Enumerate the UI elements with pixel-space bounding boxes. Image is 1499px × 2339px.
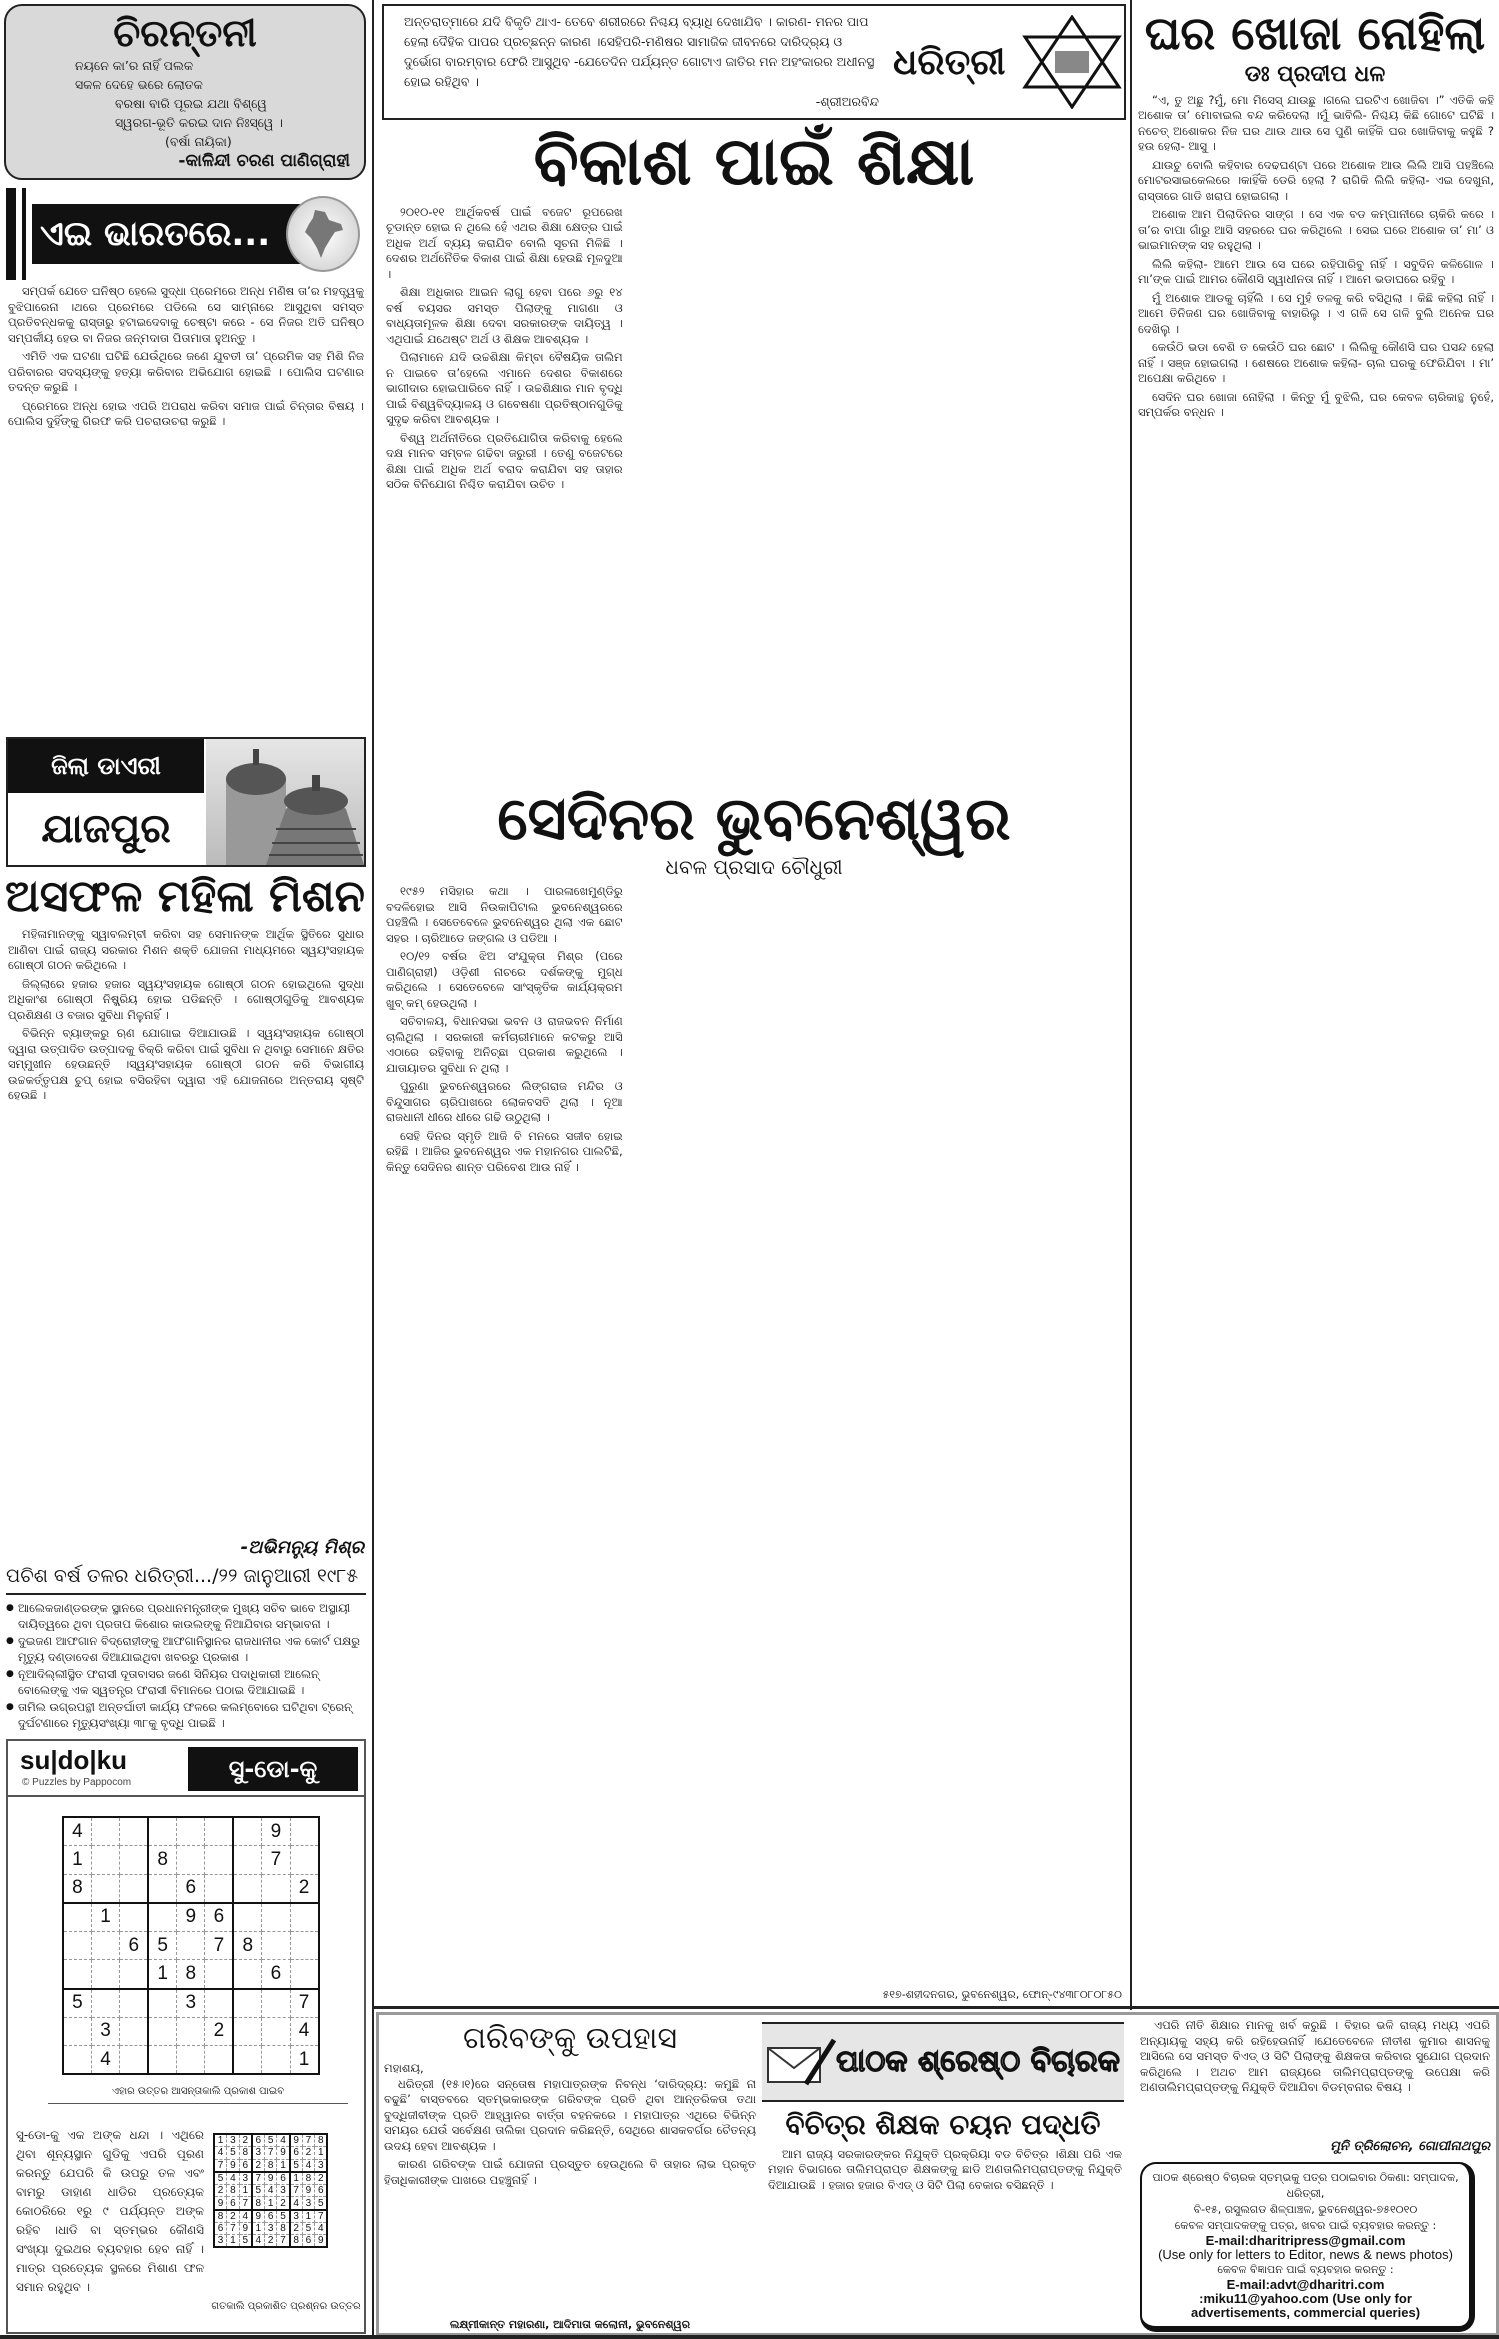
sudoku-cell: 8 bbox=[214, 2210, 227, 2223]
letter1-author: ଲକ୍ଷ୍ମୀକାନ୍ତ ମହାରଣା, ଆଦିମାତା କଲୋନୀ, ଭୁବନେଶ୍ୱର bbox=[449, 2317, 691, 2331]
paragraph: ଧରିତ୍ରୀ (୧୫।୧)ରେ ସନ୍ତୋଷ ମହାପାତ୍ରଙ୍କ ନିବନ୍ଧ ‘ଦାରିଦ୍ର୍ୟ: କମୁଛି ନା ବଢୁଛି’ ବାସ୍ତବରେ ସ୍ତମ୍ଭକାରଙ୍କ ଗରିବଙ୍କ ପ୍ରତି ଥିବା ଆନ୍ତରିକତା ତଥା ବୁଦ୍ଧିଜୀବୀଙ୍କ ପ୍ରତି ଆହ୍ୱାନର ବାର୍ତ୍ତା ବହନକରେ । ମହାପାତ୍ର ଏଥିରେ ବିଭିନ୍ନ ସମୟର ଯେଉଁ ସର୍ବେକ୍ଷଣ ତାଲିକା ପ୍ରଦାନ କରିଛନ୍ତି, ସେଥିରେ ଶାସକବର୍ଗର ଚୈତନ୍ୟ ଉଦୟ ହେବା ଆବଶ୍ୟକ । bbox=[384, 2076, 756, 2153]
column-divider bbox=[1130, 0, 1132, 2010]
sudoku-cell[interactable] bbox=[205, 1874, 233, 1903]
sudoku-cell: 1 bbox=[239, 2184, 252, 2197]
sudoku-cell[interactable] bbox=[148, 1989, 176, 2018]
sudoku-cell: 3 bbox=[315, 2159, 328, 2172]
sudoku-cell: 1 bbox=[290, 2172, 303, 2185]
feature-headline: ସେଦିନର ଭୁବନେଶ୍ୱର bbox=[497, 784, 1011, 854]
sudoku-cell: 6 bbox=[264, 2210, 277, 2223]
story-stack bbox=[1134, 8, 1496, 2002]
letters-author: ମୁନି ତ୍ରିଲୋଚନ, ଗୋପୀନାଥପୁର bbox=[1330, 2139, 1490, 2155]
sudoku-cell: 2 bbox=[205, 2017, 233, 2046]
paragraph: ଏପରି ନୀତି ଶିକ୍ଷାର ମାନକୁ ଖର୍ବ କରୁଛି । ବିହାର ଭଳି ରାଜ୍ୟ ମଧ୍ୟ ଏପରି ଅନ୍ୟାୟକୁ ସହ୍ୟ କରି ରହିହେଉନାହିଁ ।ଯେତେବେଳେ ନୀତୀଶ କୁମାର ଶାସନକୁ ଆସିଲେ ସେ ସମସ୍ତ ବିଏଡ୍ ଓ ସିଟି ପିଲାଙ୍କୁ ଶିକ୍ଷକତା କରିବାର ସୁଯୋଗ ପ୍ରଦାନ କରିଥିଲେ । ଅଥଚ ଆମ ରାଜ୍ୟରେ ତାଲିମପ୍ରାପ୍ତଙ୍କୁ ଉପେକ୍ଷା କରି ଅଣତାଲିମପ୍ରାପ୍ତଙ୍କୁ ନିଯୁକ୍ତି ଦିଆଯିବା ବିଡମ୍ବନାର ବିଷୟ । bbox=[1140, 2018, 1490, 2094]
sudoku-cell: 5 bbox=[264, 2134, 277, 2147]
india-map-icon bbox=[286, 196, 360, 272]
letters-address-box bbox=[1140, 2162, 1475, 2332]
poem-line: ନୟନେ କା’ର ନାହିଁ ପଲକ bbox=[75, 57, 194, 73]
letters-section-stack bbox=[762, 2022, 1124, 2332]
sudoku-cell[interactable] bbox=[120, 1817, 148, 1846]
editor-note: କେବଳ ସମ୍ପାଦକଙ୍କୁ ପତ୍ର, ଖବର ପାଇଁ ବ୍ୟବହାର କରନ୍ତୁ : bbox=[1174, 2219, 1437, 2232]
paragraph: ପ୍ରେମରେ ଅନ୍ଧ ହୋଇ ଏପରି ଅପରାଧ କରିବା ସମାଜ ପାଇଁ ଚିନ୍ତାର ବିଷୟ । ପୋଲିସ ଦୁହିଁଙ୍କୁ ଗିରଫ କରି ପଚରାଉଚରା କରୁଛି । bbox=[8, 398, 364, 428]
editor-email-link[interactable]: E-mail:dharitripress@gmail.com bbox=[1205, 2233, 1406, 2248]
paragraph: ଯାଉଚୁ ବୋଲି କହିବାର ଦେଢଘଣ୍ଟା ପରେ ଅଶୋକ ଆଉ ଲିଲି ଆସି ପହଞ୍ଚିଲେ ମୋଟରସାଇକେଲରେ ।କାହିଁକି ଡେରି ହେଲା ? ରାଗିକି ଲିଲି କହିଲା- ଏଇ ଦେଖୁନା, ରାସ୍ତାରେ ଗାଡି ଖରାପ ହୋଇଗଲା । bbox=[1138, 157, 1494, 203]
sudoku-row bbox=[63, 2017, 319, 2046]
address-line: ବି-୧୫, ରସୁଲଗଡ ଶିଳ୍ପାଞ୍ଚଳ, ଭୁବନେଶ୍ୱର-୭୫୧୦୧୦ bbox=[1193, 2203, 1418, 2216]
sudoku-row bbox=[63, 1903, 319, 1932]
sudoku-cell[interactable] bbox=[290, 1817, 318, 1846]
letter1-headline: ଗରିବଙ୍କୁ ଉପହାସ bbox=[462, 2021, 678, 2056]
sudoku-cell[interactable] bbox=[177, 2046, 205, 2075]
paragraph: ବିଭିନ୍ନ ବ୍ୟାଙ୍କରୁ ଋଣ ଯୋଗାଇ ଦିଆଯାଉଛି । ସ୍ୱୟଂସହାୟକ ଗୋଷ୍ଠୀ ଦ୍ୱାରା ଉତ୍ପାଦିତ ଉତ୍ପାଦକୁ ବିକ୍ରି କରିବା ପାଇଁ ସୁବିଧା ନ ଥିବାରୁ ସେମାନେ କ୍ଷତିର ସମ୍ମୁଖୀନ ହେଉଛନ୍ତି ।ସ୍ୱୟଂସହାୟକ ଗୋଷ୍ଠୀ ଗଠନ କରି ବିଭାଗୀୟ ଉଚ୍ଚକର୍ତ୍ତୃପକ୍ଷ ଚୁପ୍ ହୋଇ ବସିରହିବା ଦ୍ୱାରା ଏହି ଯୋଜନାରେ ଅନ୍ତରାୟ ସୃଷ୍ଟି ହେଉଛି । bbox=[8, 1026, 364, 1103]
sudoku-cell: 7 bbox=[302, 2134, 315, 2147]
sudoku-cell: 7 bbox=[277, 2235, 290, 2248]
sudoku-cell[interactable] bbox=[233, 1817, 261, 1846]
sudoku-cell[interactable] bbox=[120, 1989, 148, 2018]
list-item: ● ଦୁଇଜଣ ଆଫଗାନ ବିଦ୍ରୋହୀଙ୍କୁ ଆଫଗାନିସ୍ଥାନର ରାଜଧାନୀର ଏକ କୋର୍ଟ ପକ୍ଷରୁ ମୃତ୍ୟୁ ଦଣ୍ଡାଦେଶ ଦିଆଯାଇଥିବା ଖବରରୁ ପ୍ରକାଶ । bbox=[6, 1634, 366, 1665]
sudoku-cell: 4 bbox=[252, 2235, 265, 2248]
sudoku-cell: 1 bbox=[315, 2147, 328, 2160]
sudoku-row bbox=[214, 2197, 327, 2210]
sudoku-cell: 1 bbox=[264, 2197, 277, 2210]
letters-body-part2 bbox=[1140, 2018, 1490, 2139]
sudoku-cell: 4 bbox=[290, 2197, 303, 2210]
sudoku-cell: 4 bbox=[302, 2159, 315, 2172]
sudoku-header bbox=[8, 1741, 364, 1797]
sudoku-cell: 8 bbox=[233, 1931, 261, 1960]
sudoku-cell: 7 bbox=[205, 1931, 233, 1960]
sudoku-cell[interactable] bbox=[233, 1989, 261, 2018]
sudoku-cell[interactable] bbox=[262, 1874, 290, 1903]
sudoku-cell: 7 bbox=[252, 2172, 265, 2185]
sudoku-cell: 2 bbox=[315, 2172, 328, 2185]
paragraph: ଜିଲ୍ଲାରେ ହଜାର ହଜାର ସ୍ୱୟଂସହାୟକ ଗୋଷ୍ଠୀ ଗଠନ ହୋଇଥିଲେ ସୁଦ୍ଧା ଅଧିକାଂଶ ଗୋଷ୍ଠୀ ନିଷ୍କ୍ରିୟ ହୋଇ ପଡିଛନ୍ତି । ଗୋଷ୍ଠୀଗୁଡିକୁ ଆବଶ୍ୟକ ପ୍ରଶିକ୍ଷଣ ଓ ବଜାର ସୁବିଧା ମିଳୁନାହିଁ । bbox=[8, 976, 364, 1022]
sudoku-instructions: ସୁ-ଡୋ-କୁ ଏକ ଅଙ୍କ ଧନ୍ଦା । ଏଥିରେ ଥିବା ଶୂନ୍ୟସ୍ଥାନ ଗୁଡିକୁ ଏପରି ପୂରଣ କରନ୍ତୁ ଯେପରି କି ଉପରୁ ତଳ ଏବଂ ବାମରୁ ଡାହାଣ ଧାଡିର ପ୍ରତ୍ୟେକ କୋଠରିରେ ୧ରୁ ୯ ପର୍ଯ୍ୟନ୍ତ ଅଙ୍କ ରହିବ ।ଧାଡି ବା ସ୍ତମ୍ଭର କୌଣସି ସଂଖ୍ୟା ଦୁଇଥର ବ୍ୟବହାର ହେବ ନାହିଁ । ମାତ୍ର ପ୍ରତ୍ୟେକ ସ୍ଥଳରେ ମିଶାଣ ଫଳ ସମାନ ରହୁଥିବ । bbox=[16, 2128, 204, 2294]
sudoku-row bbox=[214, 2147, 327, 2160]
paragraph: କାରଣ ଗରିବଙ୍କ ପାଇଁ ଯୋଜନା ପ୍ରସ୍ତୁତ ହେଉଥିଲେ ବି ତାହାର ଲାଭ ପ୍ରକୃତ ହିତାଧିକାରୀଙ୍କ ପାଖରେ ପହଞ୍ଚୁନାହିଁ । bbox=[384, 2157, 756, 2187]
sudoku-cell: 9 bbox=[227, 2159, 240, 2172]
twenty-five-years-header: ପଚିଶ ବର୍ଷ ତଳର ଧରିତ୍ରୀ.../୨୨ ଜାନୁଆରୀ ୧୯୮୫ bbox=[6, 1565, 366, 1595]
sudoku-cell[interactable] bbox=[148, 1874, 176, 1903]
sudoku-cell: 6 bbox=[302, 2235, 315, 2248]
sudoku-cell: 4 bbox=[290, 2017, 318, 2046]
sudoku-row bbox=[214, 2172, 327, 2185]
paragraph: ଅଶୋକ ଆମ ପିଲାଦିନର ସାଙ୍ଗ । ସେ ଏକ ବଡ କମ୍ପାନୀରେ ଚାକିରି କରେ । ତା’ର ବାପା ଗାଁରୁ ଆସି ସହରରେ ଘର କରିଥିଲେ । ସେଇ ଘରେ ଅଶୋକ ତା’ ମା’ ଓ ଭାଇମାନଙ୍କ ସହ ରହୁଥିଲା । bbox=[1138, 207, 1494, 253]
poem bbox=[75, 56, 350, 151]
sudoku-cell[interactable] bbox=[148, 1817, 176, 1846]
feature-address: ୫୧୭-ଶହୀଦନଗର, ଭୁବନେଶ୍ୱର, ଫୋନ୍-୯୪୩୮୦୮୦୮୫୦ bbox=[882, 1987, 1122, 2001]
sudoku-cell: 1 bbox=[277, 2159, 290, 2172]
letters-banner bbox=[762, 2022, 1124, 2102]
sudoku-cell[interactable] bbox=[63, 1960, 91, 1989]
sudoku-cell[interactable] bbox=[63, 2046, 91, 2075]
sudoku-cell: 2 bbox=[277, 2197, 290, 2210]
paragraph: “ଏ, ତୁ ଅଛୁ ?ମୁଁ, ମୋ ମିସେସ୍ ଯାଉଛୁ ।ଗଲେ ଘରଟିଏ ଖୋଜିବା ।” ଏତିକି କହି ଅଶୋକ ତା’ ମୋବାଇଲ ବନ୍ଦ କରିଦେଲା ।ମୁଁ ଭାବିଲି- ନିଶ୍ଚୟ କିଛି ଗୋଟେ ଘଟିଛି ।ନଚେତ୍ ଅଶୋକର ନିଜ ଘର ଥାଉ ଥାଉ ସେ ପୁଣି କାହିଁକି ଘର ଖୋଜିବାକୁ କହୁଛି ? ହଉ ହେଲା- ଆସୁ । bbox=[1138, 92, 1494, 154]
sudoku-cell[interactable] bbox=[233, 1960, 261, 1989]
sudoku-cell: 1 bbox=[148, 1960, 176, 1989]
sudoku-cell: 8 bbox=[177, 1960, 205, 1989]
sudoku-cell: 5 bbox=[290, 2159, 303, 2172]
paragraph: ମୁଁ ଅଶୋକ ଆଡକୁ ଚାହିଁଲି । ସେ ମୁହଁ ତଳକୁ କରି ବସିଥିଲା । କିଛି କହିଲା ନାହିଁ । ଆମେ ତିନିଜଣ ଘର ଖୋଜିବାକୁ ବାହାରିଲୁ । ଏ ଗଳି ସେ ଗଳି ବୁଲି ଅନେକ ଘର ଦେଖିଲୁ । bbox=[1138, 290, 1494, 336]
sudoku-cell: 3 bbox=[290, 2210, 303, 2223]
bottom-rule bbox=[0, 2335, 1499, 2339]
sudoku-cell: 6 bbox=[177, 1874, 205, 1903]
advt-email-link[interactable]: E-mail:advt@dharitri.com bbox=[1226, 2277, 1385, 2292]
poem-line: ସ୍ୱରଗ-ଭୂତି କରଇ ଦାନ ନିଃସ୍ୱେ । bbox=[115, 114, 283, 130]
sudoku-solution-grid bbox=[213, 2133, 328, 2248]
sudoku-cell[interactable] bbox=[177, 1931, 205, 1960]
sudoku-cell: 7 bbox=[214, 2159, 227, 2172]
sudoku-cell: 1 bbox=[290, 2046, 318, 2075]
sudoku-cell[interactable] bbox=[233, 2017, 261, 2046]
sudoku-cell[interactable] bbox=[290, 1960, 318, 1989]
sudoku-cell[interactable] bbox=[290, 1903, 318, 1932]
list-item: ● ତାମିଲ ଉଗ୍ରପନ୍ଥୀ ଅନ୍ତର୍ଘାତୀ କାର୍ଯ୍ୟ ଫଳରେ କଲମ୍ବୋରେ ଘଟିଥିବା ଟ୍ରେନ୍ ଦୁର୍ଘଟଣାରେ ମୃତ୍ୟୁସଂଖ୍ୟା ୩୮କୁ ବୃଦ୍ଧି ପାଇଛି । bbox=[6, 1700, 366, 1731]
quote bbox=[404, 12, 879, 112]
sudoku-cell: 8 bbox=[277, 2222, 290, 2235]
story-article bbox=[1138, 93, 1494, 2002]
sudoku-cell[interactable] bbox=[233, 1874, 261, 1903]
section-divider bbox=[374, 2006, 1499, 2009]
sudoku-cell: 6 bbox=[239, 2159, 252, 2172]
sudoku-credit: © Puzzles by Pappocom bbox=[22, 1777, 132, 1788]
sudoku-cell: 9 bbox=[239, 2222, 252, 2235]
sudoku-row bbox=[63, 1817, 319, 1846]
editorial-headline: ବିକାଶ ପାଇଁ ଶିକ୍ଷା bbox=[533, 123, 975, 200]
quote-box bbox=[382, 4, 1126, 120]
sudoku-cell: 4 bbox=[315, 2222, 328, 2235]
paragraph: ସମ୍ପର୍କ ଯେତେ ଘନିଷ୍ଠ ହେଲେ ସୁଦ୍ଧା ପ୍ରେମରେ ଅନ୍ଧ ମଣିଷ ତା’ର ମହତ୍ତ୍ୱକୁ ବୁଝିପାରେନା ।ଥରେ ପ୍ରେମରେ ପଡିଲେ ସେ ସାମ୍ନାରେ ଆସୁଥିବା ସମସ୍ତ ପ୍ରତିବନ୍ଧକକୁ ରାସ୍ତାରୁ ହଟାଇଦେବାକୁ ଚେଷ୍ଟା କରେ - ସେ ନିଜର ଅତି ଘନିଷ୍ଠ ସମ୍ପର୍କୀୟ ହେଉ ବା ନିଜର ଜନ୍ମଦାତା ପିତାମାତା ହୁଅନ୍ତୁ । bbox=[8, 284, 364, 345]
sudoku-row bbox=[214, 2222, 327, 2235]
sudoku-row bbox=[214, 2159, 327, 2172]
paragraph: ପିଲାମାନେ ଯଦି ଉଚ୍ଚଶିକ୍ଷା କିମ୍ବା ବୈଷୟିକ ତାଲିମ ନ ପାଇବେ ତା’ହେଲେ ଏମାନେ ଦେଶର ବିକାଶରେ ଭାଗୀଦାର ହୋଇପାରିବେ ନାହିଁ । ଉଚ୍ଚଶିକ୍ଷାର ମାନ ବୃଦ୍ଧି ପାଇଁ ବିଶ୍ୱବିଦ୍ୟାଳୟ ଓ ଗବେଷଣା ପ୍ରତିଷ୍ଠାନଗୁଡିକୁ ସୁଦୃଢ କରିବା ଆବଶ୍ୟକ । bbox=[386, 350, 623, 427]
sudoku-box bbox=[6, 1739, 366, 2334]
sudoku-cell: 3 bbox=[177, 1989, 205, 2018]
sudoku-cell: 7 bbox=[315, 2210, 328, 2223]
sudoku-cell: 6 bbox=[290, 2147, 303, 2160]
sudoku-cell[interactable] bbox=[205, 1846, 233, 1875]
sudoku-cell: 6 bbox=[205, 1903, 233, 1932]
paragraph: ୧୦/୧୨ ବର୍ଷର ଝିଅ ସଂଯୁକ୍ତା ମିଶ୍ର (ପରେ ପାଣିଗ୍ରାହୀ) ଓଡ଼ିଶୀ ନାଚରେ ଦର୍ଶକଙ୍କୁ ମୁଗ୍ଧ କରିଥିଲେ । ସେତେବେଳେ ସାଂସ୍କୃତିକ କାର୍ଯ୍ୟକ୍ରମ ଖୁବ୍ କମ୍ ହେଉଥିଲା । bbox=[386, 949, 623, 1010]
sudoku-cell: 4 bbox=[264, 2184, 277, 2197]
sudoku-cell[interactable] bbox=[205, 2046, 233, 2075]
sudoku-cell: 8 bbox=[239, 2147, 252, 2160]
ei-bharatare-article bbox=[8, 284, 364, 733]
sudoku-cell[interactable] bbox=[148, 2017, 176, 2046]
sudoku-cell[interactable] bbox=[205, 1817, 233, 1846]
sudoku-cell: 3 bbox=[227, 2134, 240, 2147]
asafala-author: -ଅଭିମନ୍ୟୁ ମିଶ୍ର bbox=[240, 1536, 364, 1558]
sudoku-cell: 9 bbox=[214, 2197, 227, 2210]
sudoku-cell: 8 bbox=[302, 2172, 315, 2185]
sudoku-cell: 7 bbox=[262, 1846, 290, 1875]
letter1-body bbox=[384, 2061, 756, 2318]
sudoku-cell: 1 bbox=[227, 2235, 240, 2248]
sudoku-cell: 3 bbox=[252, 2147, 265, 2160]
sudoku-cell: 5 bbox=[148, 1931, 176, 1960]
feature-byline: ଧବଳ ପ୍ରସାଦ ଚୌଧୁରୀ bbox=[665, 855, 843, 879]
sudoku-row bbox=[214, 2210, 327, 2223]
feature-article bbox=[386, 884, 1124, 1986]
paragraph: ୨୦୧୦-୧୧ ଆର୍ଥିକବର୍ଷ ପାଇଁ ବଜେଟ ରୂପରେଖ ଚୂଡାନ୍ତ ହୋଇ ନ ଥିଲେ ହେଁ ଏଥର ଶିକ୍ଷା କ୍ଷେତ୍ର ପାଇଁ ଅଧିକ ଅର୍ଥ ବ୍ୟୟ କରାଯିବ ବୋଲି ସୂଚନା ମିଳିଛି । ଦେଶର ଅର୍ଥନୈତିକ ବିକାଶ ପାଇଁ ଶିକ୍ଷା ହେଉଛି ମୂଳଦୁଆ । bbox=[386, 204, 623, 281]
sudoku-cell: 7 bbox=[239, 2197, 252, 2210]
list-item: ● ନୂଆଦିଲ୍ଲୀସ୍ଥିତ ଫରାସୀ ଦୂତାବାସର ଜଣେ ସିନିୟର ପଦାଧିକାରୀ ଆଲେନ୍ ବୋଲେଙ୍କୁ ଏକ ସ୍ୱତନ୍ତ୍ର ଫରାସୀ ବିମାନରେ ପଠାଇ ଦିଆଯାଇଛି । bbox=[6, 1667, 366, 1698]
advt-email2-link[interactable]: :miku11@yahoo.com (Use only for advertisements, commercial queries) bbox=[1190, 2291, 1421, 2320]
sudoku-cell[interactable] bbox=[120, 1903, 148, 1932]
sudoku-cell[interactable] bbox=[262, 2046, 290, 2075]
paragraph: ବିଶ୍ୱ ଅର୍ଥନୀତିରେ ପ୍ରତିଯୋଗିତା କରିବାକୁ ହେଲେ ଦକ୍ଷ ମାନବ ସମ୍ବଳ ଗଢିବା ଜରୁରୀ । ତେଣୁ ବଜେଟରେ ଶିକ୍ଷା ପାଇଁ ଅଧିକ ଅର୍ଥ ବରାଦ କରାଯିବା ସହ ତାହାର ସଠିକ ବିନିଯୋଗ ନିଶ୍ଚିତ କରାଯିବା ଉଚିତ । bbox=[386, 430, 623, 492]
quote-text: ଅନ୍ତରାତ୍ମାରେ ଯଦି ବିକୃତି ଥାଏ- ତେବେ ଶରୀରରେ ନିଶ୍ଚୟ ବ୍ୟାଧି ଦେଖାଯିବ । କାରଣ- ମନର ପାପ ହେଲା ଦୈହିକ ପାପର ପ୍ରଚ୍ଛନ୍ନ କାରଣ ।ସେହିପରି-ମଣିଷର ସାମାଜିକ ଜୀବନରେ ଦାରିଦ୍ର୍ୟ ଓ ଦୁର୍ଭୋଗ ବାରମ୍ବାର ଫେରି ଆସୁଥିବ -ଯେତେଦିନ ପର୍ଯ୍ୟନ୍ତ ଗୋଟାଏ ଜାତିର ମନ ଅହଂକାରର ଅଧୀନସ୍ଥ ହୋଇ ରହିଥିବ । bbox=[404, 14, 875, 89]
sudoku-cell: 5 bbox=[252, 2184, 265, 2197]
twenty-five-years-list bbox=[6, 1601, 366, 1733]
sudoku-cell: 2 bbox=[264, 2235, 277, 2248]
paragraph: ଶିକ୍ଷା ଅଧିକାର ଆଇନ ଲାଗୁ ହେବା ପରେ ୬ରୁ ୧୪ ବର୍ଷ ବୟସର ସମସ୍ତ ପିଲାଙ୍କୁ ମାଗଣା ଓ ବାଧ୍ୟତାମୂଳକ ଶିକ୍ଷା ଦେବା ସରକାରଙ୍କ ଦାୟିତ୍ୱ । ଏଥିପାଇଁ ଯଥେଷ୍ଟ ଅର୍ଥ ଓ ଶିକ୍ଷକ ଆବଶ୍ୟକ । bbox=[386, 285, 623, 346]
sudoku-cell: 4 bbox=[91, 2046, 119, 2075]
asafala-article bbox=[8, 927, 364, 1536]
sudoku-cell[interactable] bbox=[120, 1960, 148, 1989]
sudoku-cell: 7 bbox=[264, 2147, 277, 2160]
sudoku-cell[interactable] bbox=[177, 1846, 205, 1875]
sudoku-cell[interactable] bbox=[205, 1989, 233, 2018]
sudoku-cell: 7 bbox=[290, 1989, 318, 2018]
letter1-stack bbox=[384, 2022, 756, 2332]
paragraph: ସେଦିନ ଘର ଖୋଜା ନୋହିଲା । କିନ୍ତୁ ମୁଁ ବୁଝିଲି, ଘର କେବଳ ଚାରିକାନ୍ଥ ନୁହେଁ, ସମ୍ପର୍କର ବନ୍ଧନ । bbox=[1138, 389, 1494, 420]
sudoku-cell[interactable] bbox=[120, 2017, 148, 2046]
sudoku-cell[interactable] bbox=[177, 1817, 205, 1846]
sudoku-cell: 3 bbox=[214, 2235, 227, 2248]
sudoku-cell[interactable] bbox=[63, 1931, 91, 1960]
envelope-pen-icon bbox=[766, 2038, 836, 2086]
letters-body-part1 bbox=[768, 2147, 1122, 2332]
sudoku-cell: 3 bbox=[302, 2197, 315, 2210]
sudoku-cell: 6 bbox=[315, 2184, 328, 2197]
sudoku-cell: 8 bbox=[63, 1874, 91, 1903]
sudoku-cell[interactable] bbox=[120, 1874, 148, 1903]
sudoku-cell: 2 bbox=[214, 2184, 227, 2197]
sudoku-cell: 1 bbox=[214, 2134, 227, 2147]
ei-bharatare-title: ଏଇ ଭାରତରେ... bbox=[32, 204, 312, 264]
sudoku-cell[interactable] bbox=[63, 2017, 91, 2046]
masthead-logo: ଧରିତ୍ରୀ bbox=[893, 40, 1006, 83]
sudoku-cell: 2 bbox=[290, 2222, 303, 2235]
sudoku-cell: 2 bbox=[239, 2134, 252, 2147]
sudoku-cell: 2 bbox=[302, 2147, 315, 2160]
sudoku-cell: 5 bbox=[214, 2172, 227, 2185]
sudoku-cell: 8 bbox=[315, 2134, 328, 2147]
sudoku-cell: 3 bbox=[239, 2172, 252, 2185]
paragraph: ଆମ ରାଜ୍ୟ ସରକାରଙ୍କର ନିଯୁକ୍ତି ପ୍ରକ୍ରିୟା ବଡ ବିଚିତ୍ର ।ଶିକ୍ଷା ପରି ଏକ ମହାନ ବିଭାଗରେ ତାଲିମପ୍ରାପ୍ତ ଶିକ୍ଷକଙ୍କୁ ଛାଡି ଅଣତାଲିମପ୍ରାପ୍ତଙ୍କୁ ନିଯୁକ୍ତି ଦିଆଯାଉଛି । ହଜାର ହଜାର ବିଏଡ୍ ଓ ସିଟି ପିଲା ବେକାର ବସିଛନ୍ତି । bbox=[768, 2146, 1122, 2192]
sudoku-row bbox=[63, 2046, 319, 2075]
letters-banner-title: ପାଠକ ଶ୍ରେଷ୍ଠ ବିଚାରକ bbox=[836, 2043, 1120, 2079]
paragraph: ସଚିବାଳୟ, ବିଧାନସଭା ଭବନ ଓ ରାଜଭବନ ନିର୍ମାଣ ଚାଲିଥିଲା । ସରକାରୀ କର୍ମଚାରୀମାନେ କଟକରୁ ଆସି ଏଠାରେ ରହିବାକୁ ଅନିଚ୍ଛା ପ୍ରକାଶ କରୁଥିଲେ । ଯାତାୟାତର ସୁବିଧା ନ ଥିଲା । bbox=[386, 1014, 623, 1075]
paragraph: ସେହି ଦିନର ସ୍ମୃତି ଆଜି ବି ମନରେ ସଜୀବ ହୋଇ ରହିଛି । ଆଜିର ଭୁବନେଶ୍ୱର ଏକ ମହାନଗର ପାଲଟିଛି, କିନ୍ତୁ ସେଦିନର ଶାନ୍ତ ପରିବେଶ ଆଉ ନାହିଁ । bbox=[386, 1128, 623, 1174]
sudoku-row bbox=[63, 1931, 319, 1960]
sudoku-cell: 2 bbox=[252, 2159, 265, 2172]
sudoku-cell: 9 bbox=[252, 2210, 265, 2223]
sudoku-row bbox=[214, 2184, 327, 2197]
sudoku-cell[interactable] bbox=[91, 1846, 119, 1875]
sudoku-cell: 5 bbox=[277, 2210, 290, 2223]
sudoku-cell[interactable] bbox=[290, 1846, 318, 1875]
sudoku-logo: su|do|ku bbox=[20, 1745, 127, 1775]
sudoku-cell: 7 bbox=[227, 2222, 240, 2235]
sudoku-row bbox=[63, 1874, 319, 1903]
sudoku-cell: 9 bbox=[264, 2172, 277, 2185]
sudoku-cell[interactable] bbox=[63, 1903, 91, 1932]
paragraph: ୧୯୫୨ ମସିହାର କଥା । ପାରଳାଖେମୁଣ୍ଡିରୁ ବଦଳିହୋଇ ଆସି ନିଉକାପିଟାଲ ଭୁବନେଶ୍ୱରରେ ପହଞ୍ଚିଲି । ସେତେବେଳେ ଭୁବନେଶ୍ୱର ଥିଲା ଏକ ଛୋଟ ସହର । ଚାରିଆଡେ ଜଙ୍ଗଲ ଓ ପଡିଆ । bbox=[386, 884, 623, 945]
sudoku-cell: 5 bbox=[239, 2235, 252, 2248]
sudoku-odia-title: ସୁ-ଡୋ-କୁ bbox=[188, 1747, 358, 1791]
paragraph: ପୁରୁଣା ଭୁବନେଶ୍ୱରରେ ଲିଙ୍ଗରାଜ ମନ୍ଦିର ଓ ବିନ୍ଦୁସାଗର ଚାରିପାଖରେ ଲୋକବସତି ଥିଲା । ନୂଆ ରାଜଧାନୀ ଧୀରେ ଧୀରେ ଗଢି ଉଠୁଥିଲା । bbox=[386, 1079, 623, 1124]
sudoku-cell: 3 bbox=[277, 2184, 290, 2197]
sudoku-cell: 1 bbox=[91, 1903, 119, 1932]
left-column bbox=[0, 0, 372, 2334]
sudoku-cell[interactable] bbox=[233, 2046, 261, 2075]
salutation: ମହାଶୟ, bbox=[384, 2061, 424, 2075]
chirantani-box bbox=[4, 4, 366, 180]
sudoku-cell: 9 bbox=[277, 2147, 290, 2160]
feature-stack bbox=[382, 786, 1126, 2002]
sudoku-cell: 8 bbox=[148, 1846, 176, 1875]
zilla-diary-label: ଜିଲା ଡାଏରୀ bbox=[8, 739, 204, 793]
sudoku-cell[interactable] bbox=[91, 1989, 119, 2018]
temple-photo bbox=[206, 739, 364, 865]
chirantani-title: ଚିରନ୍ତନୀ bbox=[113, 11, 257, 55]
sudoku-cell: 8 bbox=[227, 2184, 240, 2197]
editorial-article bbox=[386, 205, 1124, 780]
sudoku-cell: 5 bbox=[227, 2147, 240, 2160]
middle-top-stack bbox=[382, 4, 1126, 780]
story-byline: ଡଃ ପ୍ରଦୀପ ଧଳ bbox=[1244, 61, 1386, 87]
sudoku-cell[interactable] bbox=[120, 2046, 148, 2075]
sudoku-cell: 6 bbox=[252, 2134, 265, 2147]
paragraph: ଲିଲି କହିଲା- ଆମେ ଆଉ ସେ ଘରେ ରହିପାରିବୁ ନାହିଁ । ସବୁଦିନ କଳିଗୋଳ । ମା’ଙ୍କ ପାଇଁ ଆମର କୌଣସି ସ୍ୱାଧୀନତା ନାହିଁ । ଆମେ ଭଡାଘରେ ରହିବୁ । bbox=[1138, 256, 1494, 287]
sudoku-cell[interactable] bbox=[205, 1960, 233, 1989]
sudoku-cell[interactable] bbox=[91, 1817, 119, 1846]
sudoku-cell: 4 bbox=[239, 2210, 252, 2223]
address-line: ପାଠକ ଶ୍ରେଷ୍ଠ ବିଚାରକ ସ୍ତମ୍ଭକୁ ପତ୍ର ପଠାଇବାର ଠିକଣା: ସମ୍ପାଦକ, ଧରିତ୍ରୀ, bbox=[1152, 2171, 1459, 2200]
sudoku-row bbox=[63, 1846, 319, 1875]
paragraph: କେଉଁଠି ଭଡା ବେଶି ତ କେଉଁଠି ଘର ଛୋଟ । ଲିଲିକୁ କୌଣସି ଘର ପସନ୍ଦ ହେଲା ନାହିଁ । ସଞ୍ଜ ହୋଇଗଲା । ଶେଷରେ ଅଶୋକ କହିଲା- ଚାଲ ଘରକୁ ଫେରିଯିବା । ମା’ ଅପେକ୍ଷା କରିଥିବେ । bbox=[1138, 340, 1494, 386]
sudoku-cell: 6 bbox=[277, 2172, 290, 2185]
letters-continued-stack bbox=[1140, 2018, 1490, 2332]
sudoku-cell: 2 bbox=[290, 1874, 318, 1903]
sudoku-cell[interactable] bbox=[262, 1989, 290, 2018]
sudoku-row bbox=[63, 1989, 319, 2018]
sudoku-cell: 4 bbox=[214, 2147, 227, 2160]
sudoku-cell[interactable] bbox=[233, 1846, 261, 1875]
sudoku-cell: 9 bbox=[177, 1903, 205, 1932]
sudoku-cell: 6 bbox=[262, 1960, 290, 1989]
sudoku-cell[interactable] bbox=[233, 1903, 261, 1932]
sudoku-cell: 9 bbox=[302, 2184, 315, 2197]
sudoku-cell: 4 bbox=[63, 1817, 91, 1846]
sudoku-cell: 3 bbox=[91, 2017, 119, 2046]
banner-bars bbox=[6, 188, 26, 280]
sudoku-cell[interactable] bbox=[262, 1903, 290, 1932]
paragraph: ଏମିତି ଏକ ଘଟଣା ଘଟିଛି ଯେଉଁଥିରେ ଜଣେ ଯୁବତୀ ତା’ ପ୍ରେମିକ ସହ ମିଶି ନିଜ ପରିବାରର ସଦସ୍ୟଙ୍କୁ ହତ୍ୟା କରିବାର ଅଭିଯୋଗ ହୋଇଛି । ପୋଲିସ ଘଟଣାର ତଦନ୍ତ କରୁଛି । bbox=[8, 349, 364, 394]
sudoku-cell[interactable] bbox=[91, 1931, 119, 1960]
sudoku-cell: 6 bbox=[120, 1931, 148, 1960]
list-item: ● ଆଲେକଜାଣ୍ଡରଙ୍କ ସ୍ଥାନରେ ପ୍ରଧାନମନ୍ତ୍ରୀଙ୍କ ମୁଖ୍ୟ ସଚିବ ଭାବେ ଅସ୍ଥାୟୀ ଦାୟିତ୍ୱରେ ଥିବା ପ୍ରତାପ କିଶୋର କାଉଲଙ୍କୁ ନିଆଯିବାର ସମ୍ଭାବନା । bbox=[6, 1601, 366, 1632]
sudoku-cell: 1 bbox=[302, 2210, 315, 2223]
sudoku-cell[interactable] bbox=[148, 1903, 176, 1932]
poem-line: ସକଳ ଦେହେ ଭରେ ଲୋତକ bbox=[75, 76, 203, 92]
sudoku-cell: 4 bbox=[277, 2134, 290, 2147]
sudoku-cell: 6 bbox=[227, 2197, 240, 2210]
sudoku-cell: 9 bbox=[290, 2134, 303, 2147]
sudoku-cell: 8 bbox=[290, 2235, 303, 2248]
sudoku-cell: 9 bbox=[262, 1817, 290, 1846]
sudoku-row bbox=[214, 2235, 327, 2248]
sudoku-cell[interactable] bbox=[148, 2046, 176, 2075]
sudoku-cell: 2 bbox=[227, 2210, 240, 2223]
column-divider bbox=[372, 0, 374, 2339]
sudoku-cell: 8 bbox=[252, 2197, 265, 2210]
puzzle-caption: ଏହାର ଉତ୍ତର ଆସନ୍ତାକାଲି ପ୍ରକାଶ ପାଇବ bbox=[48, 2086, 348, 2104]
sudoku-puzzle-grid bbox=[62, 1816, 320, 2075]
sudoku-cell: 1 bbox=[63, 1846, 91, 1875]
sudoku-cell: 6 bbox=[214, 2222, 227, 2235]
sudoku-cell: 5 bbox=[63, 1989, 91, 2018]
sudoku-cell: 3 bbox=[264, 2222, 277, 2235]
sudoku-row bbox=[214, 2134, 327, 2147]
sudoku-cell: 1 bbox=[252, 2222, 265, 2235]
editor-email-usage: (Use only for letters to Editor, news & news photos) bbox=[1158, 2247, 1453, 2262]
sudoku-cell[interactable] bbox=[91, 1960, 119, 1989]
quote-attribution: -ଶ୍ରୀଅରବିନ୍ଦ bbox=[815, 94, 879, 109]
zilla-diary-place: ଯାଜପୁର bbox=[41, 805, 171, 852]
advt-note: କେବଳ ବିଜ୍ଞାପନ ପାଇଁ ବ୍ୟବହାର କରନ୍ତୁ : bbox=[1217, 2263, 1394, 2276]
sudoku-cell[interactable] bbox=[262, 2017, 290, 2046]
sudoku-cell[interactable] bbox=[91, 1874, 119, 1903]
letters-headline: ବିଚିତ୍ର ଶିକ୍ଷକ ଚୟନ ପଦ୍ଧତି bbox=[785, 2108, 1101, 2141]
story-headline: ଘର ଖୋଜା ନୋହିଲା bbox=[1144, 6, 1486, 60]
sudoku-cell: 7 bbox=[290, 2184, 303, 2197]
sudoku-cell: 9 bbox=[315, 2235, 328, 2248]
sudoku-row bbox=[63, 1960, 319, 1989]
sudoku-cell: 5 bbox=[315, 2197, 328, 2210]
asafala-headline: ଅସଫଳ ମହିଳା ମିଶନ bbox=[5, 870, 365, 922]
sudoku-cell[interactable] bbox=[120, 1846, 148, 1875]
sudoku-cell[interactable] bbox=[290, 1931, 318, 1960]
solution-caption: ଗତକାଲି ପ୍ରକାଶିତ ପ୍ରଶ୍ନର ଉତ୍ତର bbox=[211, 2301, 361, 2312]
poem-author: -କାଳିନ୍ଦୀ ଚରଣ ପାଣିଗ୍ରାହୀ bbox=[178, 150, 350, 171]
ei-bharatare-banner bbox=[6, 188, 366, 280]
poem-source: (ବର୍ଷା ନାୟିକା) bbox=[165, 133, 232, 149]
sudoku-cell: 8 bbox=[264, 2159, 277, 2172]
sudoku-cell: 5 bbox=[302, 2222, 315, 2235]
sudoku-cell: 4 bbox=[227, 2172, 240, 2185]
paragraph: ମହିଳାମାନଙ୍କୁ ସ୍ୱାବଲମ୍ବୀ କରିବା ସହ ସେମାନଙ୍କ ଆର୍ଥିକ ସ୍ଥିତିରେ ସୁଧାର ଆଣିବା ପାଇଁ ରାଜ୍ୟ ସରକାର ମିଶନ ଶକ୍ତି ଯୋଜନା ମାଧ୍ୟମରେ ସ୍ୱୟଂସହାୟକ ଗୋଷ୍ଠୀ ଗଠନ କରିଥିଲେ । bbox=[8, 927, 364, 973]
star-emblem-icon bbox=[1019, 15, 1125, 109]
sudoku-cell[interactable] bbox=[262, 1931, 290, 1960]
poem-line: ବରଷା ବାରି ପୂରଇ ଯଥା ବିଶ୍ୱେ bbox=[115, 95, 267, 111]
sudoku-cell[interactable] bbox=[177, 2017, 205, 2046]
zilla-diary-box bbox=[6, 737, 366, 867]
